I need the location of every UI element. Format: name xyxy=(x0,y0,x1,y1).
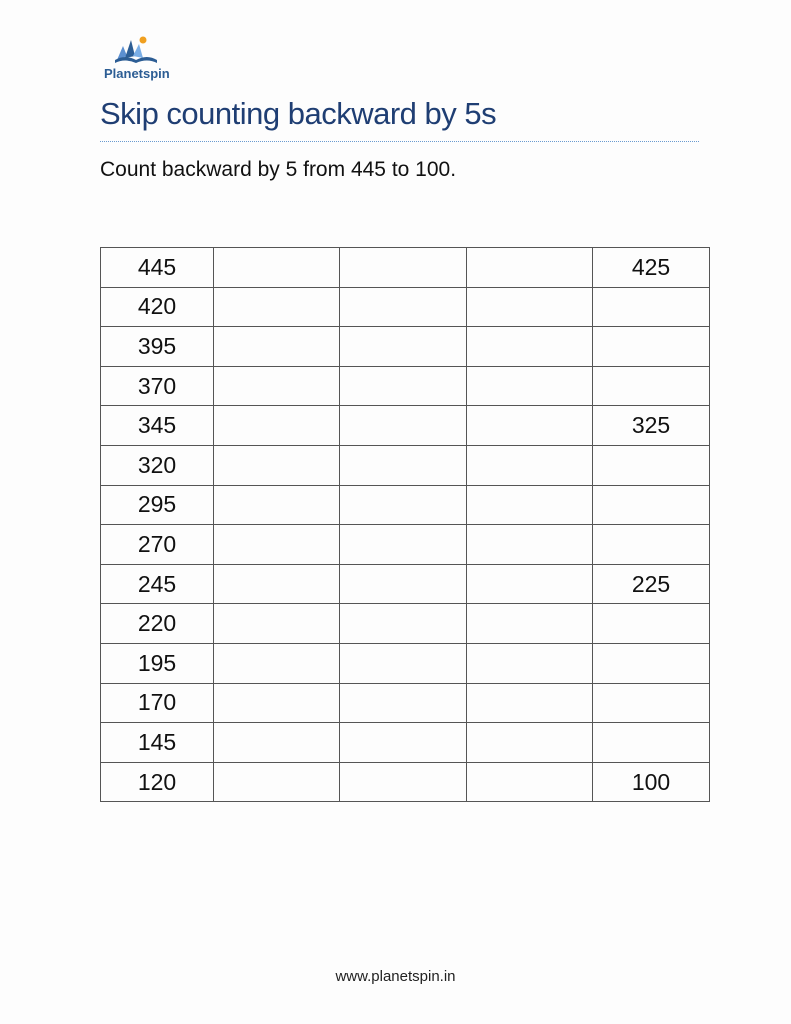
table-row xyxy=(101,406,710,446)
table-row xyxy=(101,287,710,327)
title-divider xyxy=(100,141,699,142)
blank-answer-cell[interactable] xyxy=(214,525,340,565)
number-cell: 220 xyxy=(101,604,214,644)
blank-answer-cell[interactable] xyxy=(214,406,340,446)
blank-answer-cell[interactable] xyxy=(340,287,467,327)
number-cell: 395 xyxy=(101,327,214,367)
table-row xyxy=(101,366,710,406)
blank-answer-cell[interactable] xyxy=(467,643,593,683)
blank-answer-cell[interactable] xyxy=(593,604,710,644)
number-cell: 145 xyxy=(101,723,214,763)
number-cell: 270 xyxy=(101,525,214,565)
number-cell: 425 xyxy=(593,248,710,288)
number-cell: 295 xyxy=(101,485,214,525)
blank-answer-cell[interactable] xyxy=(467,445,593,485)
blank-answer-cell[interactable] xyxy=(593,327,710,367)
brand-name: Planetspin xyxy=(104,66,170,81)
counting-grid xyxy=(100,247,710,802)
blank-answer-cell[interactable] xyxy=(340,762,467,802)
number-cell: 195 xyxy=(101,643,214,683)
instruction-text: Count backward by 5 from 445 to 100. xyxy=(100,158,457,181)
blank-answer-cell[interactable] xyxy=(340,723,467,763)
number-cell: 420 xyxy=(101,287,214,327)
number-cell: 170 xyxy=(101,683,214,723)
blank-answer-cell[interactable] xyxy=(214,366,340,406)
number-cell: 100 xyxy=(593,762,710,802)
number-cell: 445 xyxy=(101,248,214,288)
blank-answer-cell[interactable] xyxy=(214,445,340,485)
table-row xyxy=(101,445,710,485)
blank-answer-cell[interactable] xyxy=(593,525,710,565)
blank-answer-cell[interactable] xyxy=(467,485,593,525)
table-row xyxy=(101,683,710,723)
number-cell: 320 xyxy=(101,445,214,485)
table-row xyxy=(101,643,710,683)
blank-answer-cell[interactable] xyxy=(467,564,593,604)
blank-answer-cell[interactable] xyxy=(340,564,467,604)
number-cell: 345 xyxy=(101,406,214,446)
open-book-icon xyxy=(113,34,159,64)
table-row xyxy=(101,248,710,288)
blank-answer-cell[interactable] xyxy=(467,287,593,327)
blank-answer-cell[interactable] xyxy=(340,327,467,367)
blank-answer-cell[interactable] xyxy=(340,683,467,723)
number-cell: 245 xyxy=(101,564,214,604)
blank-answer-cell[interactable] xyxy=(593,366,710,406)
blank-answer-cell[interactable] xyxy=(593,287,710,327)
planetspin-logo xyxy=(101,34,175,84)
blank-answer-cell[interactable] xyxy=(214,485,340,525)
blank-answer-cell[interactable] xyxy=(214,287,340,327)
blank-answer-cell[interactable] xyxy=(214,604,340,644)
blank-answer-cell[interactable] xyxy=(593,445,710,485)
blank-answer-cell[interactable] xyxy=(593,723,710,763)
blank-answer-cell[interactable] xyxy=(214,683,340,723)
blank-answer-cell[interactable] xyxy=(467,683,593,723)
blank-answer-cell[interactable] xyxy=(214,248,340,288)
page-title: Skip counting backward by 5s xyxy=(100,96,497,131)
blank-answer-cell[interactable] xyxy=(214,327,340,367)
blank-answer-cell[interactable] xyxy=(467,248,593,288)
blank-answer-cell[interactable] xyxy=(340,248,467,288)
blank-answer-cell[interactable] xyxy=(214,723,340,763)
number-cell: 325 xyxy=(593,406,710,446)
blank-answer-cell[interactable] xyxy=(340,406,467,446)
table-row xyxy=(101,485,710,525)
blank-answer-cell[interactable] xyxy=(214,762,340,802)
blank-answer-cell[interactable] xyxy=(467,327,593,367)
blank-answer-cell[interactable] xyxy=(467,366,593,406)
blank-answer-cell[interactable] xyxy=(340,485,467,525)
blank-answer-cell[interactable] xyxy=(593,485,710,525)
blank-answer-cell[interactable] xyxy=(214,643,340,683)
number-cell: 225 xyxy=(593,564,710,604)
blank-answer-cell[interactable] xyxy=(593,643,710,683)
blank-answer-cell[interactable] xyxy=(593,683,710,723)
blank-answer-cell[interactable] xyxy=(340,445,467,485)
blank-answer-cell[interactable] xyxy=(214,564,340,604)
number-cell: 370 xyxy=(101,366,214,406)
blank-answer-cell[interactable] xyxy=(467,723,593,763)
blank-answer-cell[interactable] xyxy=(467,604,593,644)
table-row xyxy=(101,327,710,367)
table-row xyxy=(101,762,710,802)
blank-answer-cell[interactable] xyxy=(340,525,467,565)
blank-answer-cell[interactable] xyxy=(467,525,593,565)
blank-answer-cell[interactable] xyxy=(340,643,467,683)
blank-answer-cell[interactable] xyxy=(340,366,467,406)
footer-url: www.planetspin.in xyxy=(335,968,456,985)
table-row xyxy=(101,604,710,644)
table-row xyxy=(101,723,710,763)
table-row xyxy=(101,564,710,604)
blank-answer-cell[interactable] xyxy=(467,762,593,802)
blank-answer-cell[interactable] xyxy=(467,406,593,446)
blank-answer-cell[interactable] xyxy=(340,604,467,644)
number-cell: 120 xyxy=(101,762,214,802)
table-row xyxy=(101,525,710,565)
